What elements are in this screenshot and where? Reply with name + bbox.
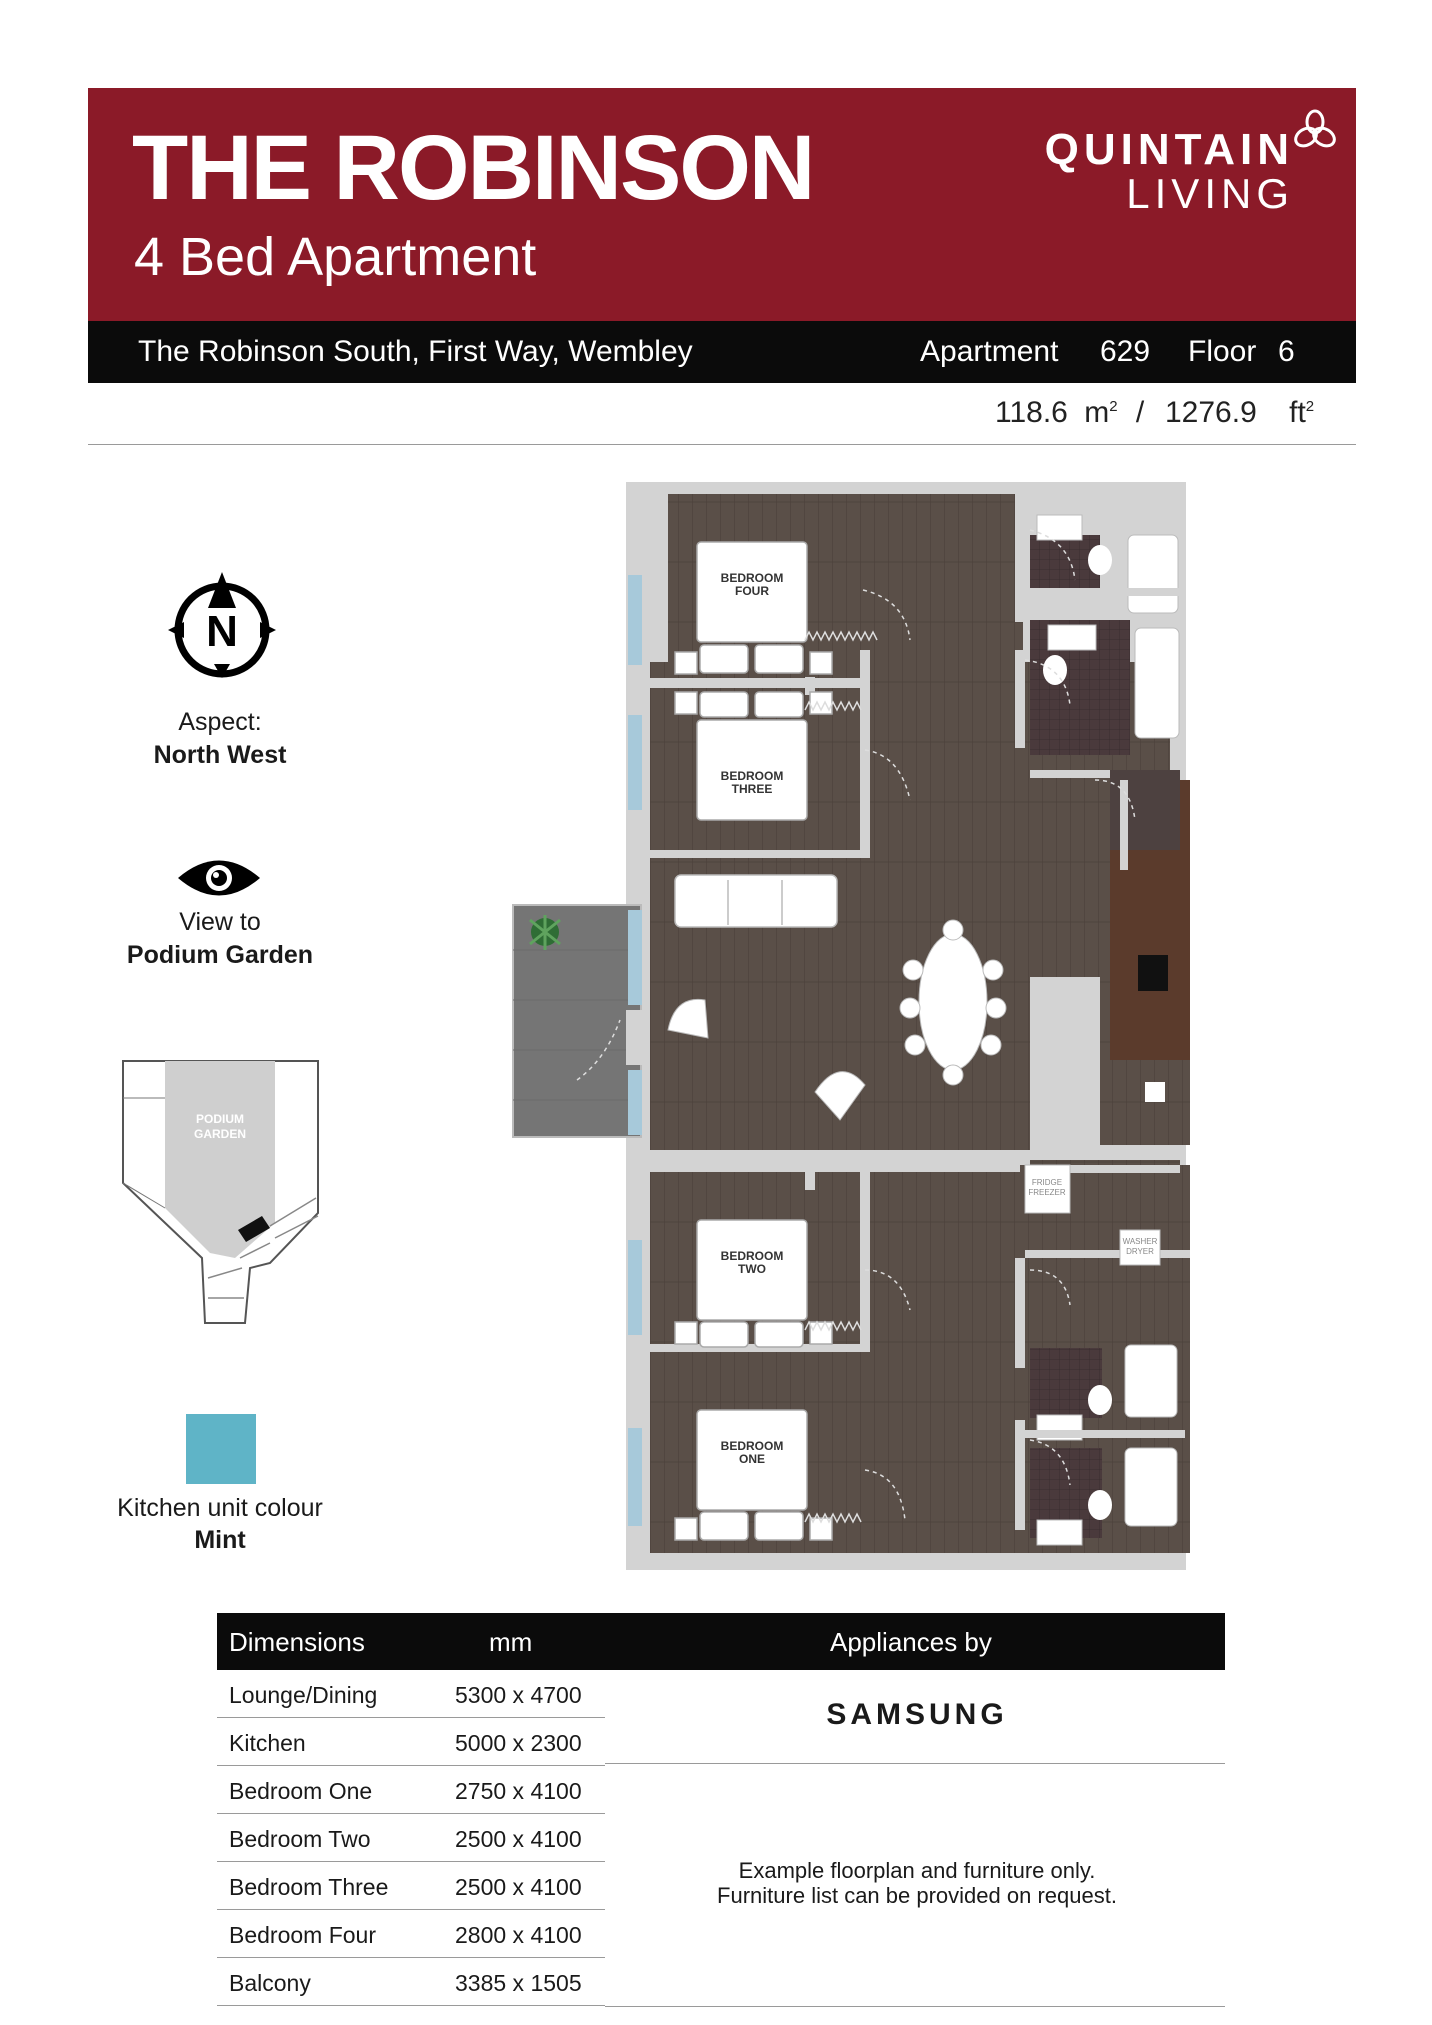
room-dimension: 2500 x 4100 [455, 1874, 582, 1900]
room-label-bedroom-two-1: BEDROOM [720, 1249, 784, 1263]
room-dimension: 3385 x 1505 [455, 1970, 582, 1996]
room-dimension: 2800 x 4100 [455, 1922, 582, 1948]
table-row [217, 1766, 605, 1814]
address: The Robinson South, First Way, Wembley [138, 335, 693, 368]
area-sqft [1165, 396, 1314, 430]
room-label-bedroom-one-1: BEDROOM [720, 1439, 784, 1453]
area-sqft-value: 1276.9 [1165, 396, 1257, 429]
header-banner [88, 88, 1356, 321]
apartment-number: 629 [1100, 335, 1151, 368]
room-name: Bedroom Three [229, 1874, 389, 1900]
room-label-bedroom-three-1: BEDROOM [720, 769, 784, 783]
room-dimension: 2750 x 4100 [455, 1778, 582, 1804]
room-dimension: 5300 x 4700 [455, 1682, 582, 1708]
kitchen-value: Mint [194, 1526, 246, 1554]
room-name: Lounge/Dining [229, 1682, 378, 1708]
development-title: THE ROBINSON [132, 117, 814, 219]
samsung-logo: SAMSUNG [826, 1698, 1008, 1731]
room-dimension: 5000 x 2300 [455, 1730, 582, 1756]
table-row [217, 1910, 605, 1958]
area-sqm-superscript: 2 [1109, 398, 1118, 415]
table-row [217, 1958, 605, 2006]
fridge-label-2: FREEZER [1028, 1188, 1066, 1197]
room-name: Bedroom Four [229, 1922, 377, 1948]
fridge-label-1: FRIDGE [1031, 1178, 1063, 1187]
room-label-bedroom-three-2: THREE [731, 782, 773, 796]
area-sqm [995, 396, 1144, 430]
area-separator: / [1135, 396, 1145, 429]
kitchen-label: Kitchen unit colour [117, 1494, 323, 1522]
compass-letter: N [206, 607, 238, 656]
dimensions-header-unit: mm [489, 1627, 533, 1657]
compass-icon [166, 568, 278, 680]
room-name: Bedroom One [229, 1778, 373, 1804]
info-bar [88, 321, 1356, 383]
room-label-bedroom-four-1: BEDROOM [720, 571, 784, 585]
table-row [217, 1862, 605, 1910]
floor-number: 6 [1278, 335, 1295, 368]
aspect-label: Aspect: [178, 708, 262, 736]
area-sqm-value: 118.6 [995, 396, 1068, 429]
table-bottom-rule [605, 2006, 1225, 2007]
brand-logo-text [1044, 125, 1294, 217]
sofa-icon [675, 875, 837, 927]
room-dimension: 2500 x 4100 [455, 1826, 582, 1852]
dimensions-header-name: Dimensions [229, 1627, 365, 1657]
table-row [217, 1718, 605, 1766]
room-name: Kitchen [229, 1730, 306, 1756]
room-name: Balcony [229, 1970, 311, 1996]
apartment-label: Apartment [920, 335, 1059, 368]
area-sqft-superscript: 2 [1305, 398, 1315, 415]
area-sqft-unit: ft [1289, 396, 1306, 429]
table-row [217, 1814, 605, 1862]
appliances-divider [605, 1763, 1225, 1764]
eye-icon [176, 855, 262, 901]
disclaimer-line-1: Example floorplan and furniture only. [738, 1858, 1096, 1883]
brand-sub: LIVING [1126, 170, 1294, 217]
view-value: Podium Garden [126, 941, 314, 969]
room-label-bedroom-four-2: FOUR [735, 584, 769, 598]
kitchen-colour-swatch [186, 1414, 256, 1484]
trefoil-logo-icon [1292, 108, 1338, 154]
floor-plan [510, 480, 1210, 1575]
washer-label-2: DRYER [1126, 1247, 1154, 1256]
view-label: View to [179, 908, 261, 936]
dimensions-header [217, 1613, 1225, 1670]
floor-label: Floor [1188, 335, 1257, 368]
apartment-type: 4 Bed Apartment [134, 227, 537, 287]
divider [88, 444, 1356, 445]
area-sqm-unit: m [1084, 396, 1110, 429]
keyplan-label-2: GARDEN [193, 1127, 247, 1141]
keyplan-label-1: PODIUM [196, 1112, 244, 1126]
room-label-bedroom-two-2: TWO [738, 1262, 766, 1276]
aspect-value: North West [153, 741, 287, 769]
room-label-bedroom-one-2: ONE [738, 1452, 766, 1466]
disclaimer-line-2: Furniture list can be provided on request. [717, 1883, 1117, 1908]
room-name: Bedroom Two [229, 1826, 371, 1852]
brand-name: QUINTAIN [1044, 125, 1294, 174]
table-row [217, 1670, 605, 1718]
appliances-header: Appliances by [830, 1627, 992, 1657]
key-plan [120, 1058, 330, 1328]
washer-label-1: WASHER [1122, 1237, 1158, 1246]
